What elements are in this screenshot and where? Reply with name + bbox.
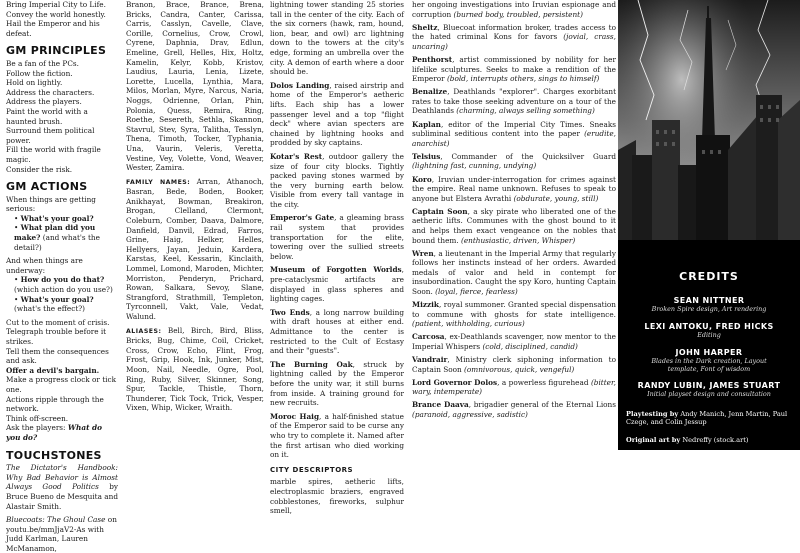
npc-description: , Deathlands "explorer". Charges exorbitant rates to take those seeking adventure on a tour of the Deathlands (412, 87, 616, 116)
npc-name: Mizzik (412, 300, 439, 310)
npc-entry (412, 355, 616, 374)
npc-description: , a powerless figurehead (497, 377, 591, 387)
npc-traits: (charming, always selling something) (456, 106, 595, 116)
npc-traits: (enthusiastic, driven, Whisper) (460, 235, 576, 245)
city-descriptors-text: marble spires, aetheric lifts, electroplasmic braziers, engraved cobblestones, fireworks, sulphur smell, (270, 477, 404, 516)
gm-principles-heading: GM PRINCIPLES (6, 44, 107, 58)
credit-name: LEXI ANTOKU, FRED HICKS (644, 322, 774, 331)
location-entry: Dolos Landing, raised airstrip and home of the Emperor's aetheric lifts. Each ship has a lower passenger level and a top "flight deck" where avian specters are chained by lightning hooks and prodded by sky captains. (270, 80, 404, 148)
location-entry: Emperor's Gate, a gleaming brass rail system that provides transportation for the elite, towering over the sullied streets below. (270, 213, 404, 261)
npc-entry (412, 400, 616, 419)
actions-intro: And when things are underway: (6, 256, 83, 275)
action-line: Tell them the consequences and ask. (6, 346, 109, 366)
npc-entry (412, 120, 616, 149)
npc-name: Carcosa (412, 332, 445, 342)
credit-role: Editing (697, 331, 721, 339)
action-question: • What's your goal? (14, 213, 94, 223)
city-skyline-illustration (618, 0, 800, 265)
npc-description: , royal summoner. Granted special dispensation to commune with ghosts for state intelligence. (412, 300, 616, 319)
npc-description: , Commander of the Quicksilver Guard (440, 151, 616, 161)
npc-name: Lord Governor Dolos (412, 377, 498, 387)
credit-entry (618, 322, 800, 339)
npc-traits: (paranoid, aggressive, sadistic) (412, 410, 528, 420)
npc-entry (412, 23, 616, 52)
npc-entry (412, 55, 616, 84)
location-entry: Two Ends, a long narrow building with draft houses at either end. Admittance to the center is restricted to the Cult of Ecstasy and their "guests". (270, 307, 405, 356)
action-question: • How do you do that? (which action do you use?) (14, 275, 113, 295)
npc-name: Penthorst (412, 54, 453, 64)
npc-description: , artist commissioned by nobility for her lifelike sculptures. Seeks to make a rendition of the Emperor (412, 54, 616, 84)
npc-name: Wren (412, 248, 434, 258)
npc-entry (412, 207, 616, 245)
goal-line: Hail the Emperor and his defeat. (6, 19, 100, 38)
action-question: • What's your goal? (what's the effect?) (14, 294, 94, 314)
goal-line: Convey the world honestly. (6, 9, 106, 19)
location-entry: Moroc Haig, a half-finished statue of the Emperor said to be curse any who try to complete it. Named after the first artisan who died working on it. (270, 411, 404, 460)
credit-role: Initial playset design and consultation (647, 390, 771, 398)
column-locations (270, 0, 405, 516)
credit-name: SEAN NITTNER (673, 296, 745, 305)
npc-name: Koro (412, 174, 432, 184)
credit-entry (618, 381, 800, 398)
npc-traits: (patient, withholding, curious) (412, 319, 525, 329)
playtest-credit: Playtesting by Andy Manich, Jenn Martin, Paul Czege, and Colin Jessup (626, 410, 788, 426)
principle-item: Paint the world with a haunted brush. (6, 106, 88, 126)
location-entry: Kotar's Rest, outdoor gallery the size of four city blocks. Tightly packed paving stones warmed by the very burning earth below. Visible from every tall vantage in the city. (270, 151, 404, 209)
principle-item: Surround them political power. (6, 126, 95, 145)
npc-description: , Ministry clerk siphoning information to Captain Soon (412, 355, 616, 374)
npc-name: Brance Daava (412, 400, 469, 410)
principle-item: Address the characters. (6, 87, 95, 97)
credits-panel (618, 0, 800, 450)
npc-entry (412, 249, 616, 297)
aliases-list: ALIASES: Bell, Birch, Bird, Bliss, Bricks, Bug, Chime, Coil, Cricket, Cross, Crow, Echo, Flint, Frog, Frost, Grip, Hook, Ink, Junker, Mist, Moon, Nail, Needle, Ogre, Pool, Ring, Ruby, Silver, Skinner, Song, Spur, Tackle, Thistle, Thorn, Thunderer, Tick Tock, Trick, Vesper, Vixen, Whip, Wicker, Wraith. (126, 325, 264, 413)
principle-item: Follow the fiction. (6, 68, 73, 78)
art-credit: Original art by Nedreffy (stock.art) (626, 436, 749, 444)
credit-name: RANDY LUBIN, JAMES STUART (637, 381, 781, 390)
npc-name: Benalize (412, 87, 448, 97)
npc-entry (412, 332, 616, 351)
npc-entry (412, 87, 616, 116)
location-entry: Museum of Forgotten Worlds, pre-cataclysmic artifacts are displayed in glass spheres and lighting cages. (270, 265, 404, 304)
npc-entry (412, 152, 616, 171)
ask-players-line: Ask the players: What do you do? (6, 423, 102, 442)
npc-traits: (bitter, wary, intemperate) (412, 377, 616, 397)
column-names (126, 0, 264, 450)
npc-entry: her ongoing investigations into Iruvian espionage and corruption (burned body, troubled, persistent) (412, 0, 616, 19)
touchstone-item: Bluecoats: The Ghoul Case on youtu.be/mmJjaV2-As with Judd Karlman, Lauren McManamon, (6, 515, 117, 553)
credit-entry (618, 296, 800, 313)
npc-name: Captain Soon (412, 206, 468, 216)
credit-role: Broken Spire design, Art rendering (651, 305, 767, 313)
credit-role: Blades in the Dark creation, Layout template, Font of wisdom (651, 357, 767, 373)
npc-traits: (bold, interrupts others, sings to himself) (446, 74, 600, 84)
principle-item: Fill the world with fragile magic. (6, 145, 101, 164)
npc-description: , a lieutenant in the Imperial Army that regularly follows her instincts instead of her orders. Awarded medals of valor and held in contempt for insubordination. Caught the spy Koro, hunting Captain Soon. (412, 248, 616, 297)
credits-heading: CREDITS (679, 270, 739, 283)
npc-list (412, 23, 616, 420)
touchstone-item: The Dictator's Handbook: Why Bad Behavior is Almost Always Good Politics by Bruce Bueno de Mesquita and Alastair Smith. (6, 463, 118, 511)
location-entry: The Burning Oak, struck by lightning called by the Emperor before the unity war, it still burns from inside. A training ground for new recruits. (270, 359, 404, 408)
npc-traits: (lightning fast, cunning, undying) (412, 161, 537, 171)
action-line: Telegraph trouble before it strikes. (6, 327, 107, 346)
npc-name: Vandrair (412, 355, 448, 365)
npc-traits: (cold, disciplined, candid) (482, 342, 578, 351)
action-line: Actions ripple through the network. (6, 394, 104, 414)
principle-item: Address the players. (6, 97, 82, 107)
action-line: Cut to the moment of crisis. (6, 317, 110, 327)
family-names-list: FAMILY NAMES: Arran, Athanoch, Basran, Bede, Boden, Booker, Anikhayat, Bowman, Breakiron, Brogan, Clelland, Clermont, Coleburn, Comber, Daava, Dalmore, Danfield, Danvil, Edrad, Farros, Grine, Haig, Helker, Helles, Hellyers, Jayan, Jeduin, Kardera, Karstas, Keel, Kessarin, Kinclaith, Lommel, Lomond, Maroden, Michter, Morriston, Penderyn, Prichard, Rowan, Salkara, Sevoy, Slane, Strangford, Strathmill, Templeton, Tyrconnell, Vakt, Vale, Vedat, Walund. (126, 176, 264, 321)
npc-traits: (jovial, crass, uncaring) (412, 32, 616, 51)
principle-item: Be a fan of the PCs. (6, 58, 79, 68)
npc-name: Kaplan (412, 119, 441, 129)
npc-description: , a sky pirate who liberated one of the aetheric lifts. Communes with the ghost bound to it and helps them exact vengeance on the nobles that bound them. (412, 206, 616, 245)
npc-entry (412, 175, 616, 204)
npc-description: , Iruvian under-interrogation for crimes against the empire. Real name unknown. Refuses to speak to anyone but Elstera Avrathi (412, 174, 616, 203)
action-line: Make a progress clock or tick one. (6, 375, 117, 394)
npc-entry (412, 300, 616, 329)
principle-item: Hold on lightly. (6, 78, 63, 88)
action-line: Think off-screen. (6, 413, 69, 423)
location-entry: lightning tower standing 25 stories tall in the center of the city. Each of the six corners (hawk, ram, hound, lion, bear, and owl) arc lightning down to the towers at the city's edge, forming an umbrella over the city. A demon of earth where a door should be. (270, 0, 404, 77)
column-gm-principles (6, 0, 118, 553)
actions-intro: When things are getting serious: (6, 194, 96, 214)
npc-name: Telsius (412, 151, 441, 161)
gm-actions-heading: GM ACTIONS (6, 180, 88, 194)
credit-name: JOHN HARPER (675, 348, 743, 357)
npc-description: , brigadier general of the Eternal Lions (468, 400, 616, 410)
principle-item: Consider the risk. (6, 164, 73, 174)
npc-traits: (erudite, anarchist) (412, 129, 616, 148)
action-line-bold: Offer a devil's bargain. (6, 365, 100, 375)
npc-traits: (omnivorous, quick, vengeful) (464, 364, 575, 374)
credit-entry (618, 348, 800, 373)
npc-traits: (loyal, fierce, fearless) (435, 287, 518, 297)
goal-line: Bring Imperial City to Life. (6, 0, 106, 9)
action-question: • What plan did you make? (and what's the detail?) (14, 223, 100, 252)
npc-description: , ex-Deathlands scavenger, now mentor to the Imperial Whispers (412, 332, 616, 351)
npc-name: Sheltz (412, 22, 438, 32)
column-npcs (412, 0, 616, 450)
touchstones-heading: TOUCHSTONES (6, 448, 102, 462)
npc-description: , editor of the Imperial City Times. Sneaks subliminal seditious content into the paper (412, 119, 616, 139)
npc-description: , Bluecoat information broker, trades access to the hated criminal Kons for favors (412, 22, 616, 42)
city-descriptors-heading: CITY DESCRIPTORS (270, 465, 354, 474)
given-names-list: Branon, Brace, Brance, Brena, Bricks, Candra, Canter, Carissa, Carris, Casslyn, Cavelle, Clave, Corille, Cornelius, Crow, Crowl, Cyrene, Daphnia, Drav, Edlun, Emeline, Grell, Helles, Hix, Holtz, Kamelin, Kelyr, Kobb, Kristov, Laudius, Lauria, Lenia, Lizete, Lorette, Lucella, Lynthia, Mara, Milos, Morlan, Myre, Narcus, Naria, Noggs, Odrienne, Orlan, Phin, Polonia, Quess, Remira, Ring, Roethe, Sesereth, Sethla, Skannon, Stavrul, Stev, Syra, Talitha, Tesslyn, Thena, Timoth, Tocker, Typhania, Una, Vaurin, Veleris, Veretta, Vestine, Vey, Volette, Vond, Weaver, Wester, Zamira. (126, 0, 264, 173)
npc-entry (412, 378, 616, 397)
npc-traits: (obdurate, young, still) (513, 193, 599, 203)
